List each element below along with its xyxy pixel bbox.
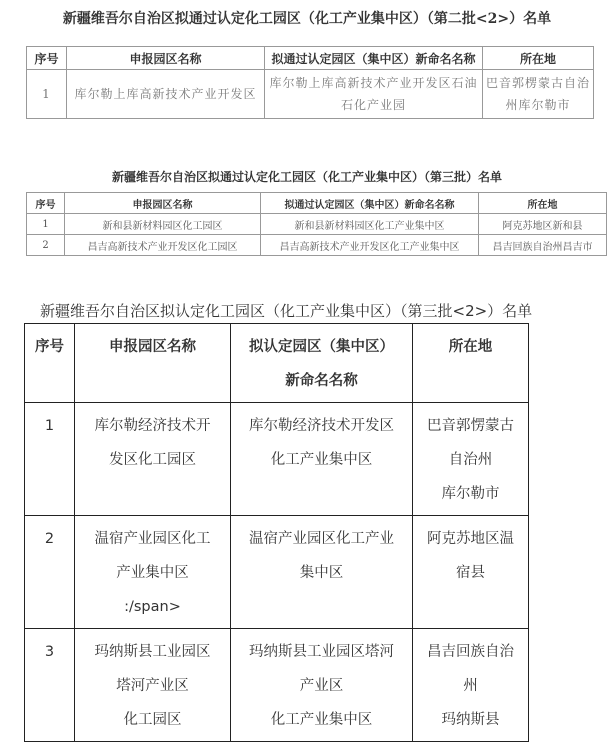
header-no: 序号	[27, 193, 65, 214]
cell-applied-name: 库尔勒上库高新技术产业开发区	[67, 70, 265, 119]
table-batch3-part2	[24, 323, 529, 742]
cell-line: 化工产业集中区	[270, 712, 373, 728]
cell-no: 2	[25, 516, 75, 629]
table-row	[25, 629, 529, 742]
cell-no: 3	[25, 629, 75, 742]
title-batch3-part2: 新疆维吾尔自治区拟认定化工园区（化工产业集中区）（第三批<2>）名单	[40, 302, 533, 320]
cell-line: 库尔勒市	[441, 486, 500, 502]
cell-new-name: 昌吉高新技术产业开发区化工产业集中区	[261, 235, 479, 256]
table-row	[27, 70, 594, 119]
cell-line: 库尔勒经济技术开	[94, 418, 211, 434]
cell-applied-name	[75, 516, 231, 629]
cell-line: 温宿产业园区化工产业	[249, 531, 394, 547]
header-location: 所在地	[483, 47, 594, 70]
cell-line: 产业区	[299, 678, 344, 694]
cell-line: 州	[463, 678, 478, 694]
header-new-name-line: 拟认定园区（集中区）	[249, 339, 394, 355]
table-batch3	[26, 192, 607, 256]
header-applied-name: 申报园区名称	[67, 47, 265, 70]
cell-line: 自治州	[448, 452, 493, 468]
header-new-name-line: 新命名名称	[285, 373, 358, 389]
cell-line: 阿克苏地区温	[427, 531, 514, 547]
table-header-row	[25, 324, 529, 403]
cell-new-name: 新和县新材料园区化工产业集中区	[261, 214, 479, 235]
header-applied-name: 申报园区名称	[65, 193, 261, 214]
cell-line: 集中区	[299, 565, 344, 581]
cell-line: 化工产业集中区	[270, 452, 373, 468]
cell-location: 巴音郭楞蒙古自治州库尔勒市	[483, 70, 594, 119]
table-header-row	[27, 193, 607, 214]
cell-location: 昌吉回族自治州昌吉市	[479, 235, 607, 256]
cell-no: 1	[27, 70, 67, 119]
cell-line: 库尔勒经济技术开发区	[249, 418, 394, 434]
title-batch2-part2: 新疆维吾尔自治区拟通过认定化工园区（化工产业集中区）（第二批<2>）名单	[62, 11, 552, 27]
cell-line: 宿县	[456, 565, 485, 581]
table-row	[27, 214, 607, 235]
header-location: 所在地	[413, 324, 529, 403]
header-location: 所在地	[479, 193, 607, 214]
cell-applied-name: 昌吉高新技术产业开发区化工园区	[65, 235, 261, 256]
cell-line: 巴音郭愣蒙古	[427, 418, 514, 434]
cell-new-name: 库尔勒上库高新技术产业开发区石油石化产业园	[265, 70, 483, 119]
cell-line: 化工园区	[123, 712, 182, 728]
cell-new-name	[231, 629, 413, 742]
cell-line: 产业集中区	[116, 565, 189, 581]
header-applied-name: 申报园区名称	[75, 324, 231, 403]
table-batch2-part2	[26, 46, 594, 119]
cell-no: 2	[27, 235, 65, 256]
cell-line: :/span>	[124, 599, 181, 615]
header-new-name: 拟通过认定园区（集中区）新命名名称	[261, 193, 479, 214]
header-new-name: 拟通过认定园区（集中区）新命名名称	[265, 47, 483, 70]
cell-location	[413, 629, 529, 742]
cell-no: 1	[27, 214, 65, 235]
cell-new-name	[231, 516, 413, 629]
cell-line: 塔河产业区	[116, 678, 189, 694]
cell-line: 玛纳斯县工业园区	[94, 644, 211, 660]
cell-no: 1	[25, 403, 75, 516]
cell-line: 温宿产业园区化工	[94, 531, 211, 547]
table-row	[25, 516, 529, 629]
cell-location: 阿克苏地区新和县	[479, 214, 607, 235]
cell-new-name	[231, 403, 413, 516]
cell-applied-name: 新和县新材料园区化工园区	[65, 214, 261, 235]
cell-applied-name	[75, 403, 231, 516]
table-header-row	[27, 47, 594, 70]
cell-line: 玛纳斯县工业园区塔河	[249, 644, 394, 660]
table-row	[27, 235, 607, 256]
cell-line: 昌吉回族自治	[427, 644, 514, 660]
title-batch3: 新疆维吾尔自治区拟通过认定化工园区（化工产业集中区）（第三批）名单	[111, 170, 502, 184]
cell-location	[413, 403, 529, 516]
table-row	[25, 403, 529, 516]
cell-line: 玛纳斯县	[441, 712, 500, 728]
cell-applied-name	[75, 629, 231, 742]
header-no: 序号	[27, 47, 67, 70]
header-no: 序号	[25, 324, 75, 403]
header-new-name	[231, 324, 413, 403]
cell-line: 发区化工园区	[109, 452, 196, 468]
cell-location	[413, 516, 529, 629]
